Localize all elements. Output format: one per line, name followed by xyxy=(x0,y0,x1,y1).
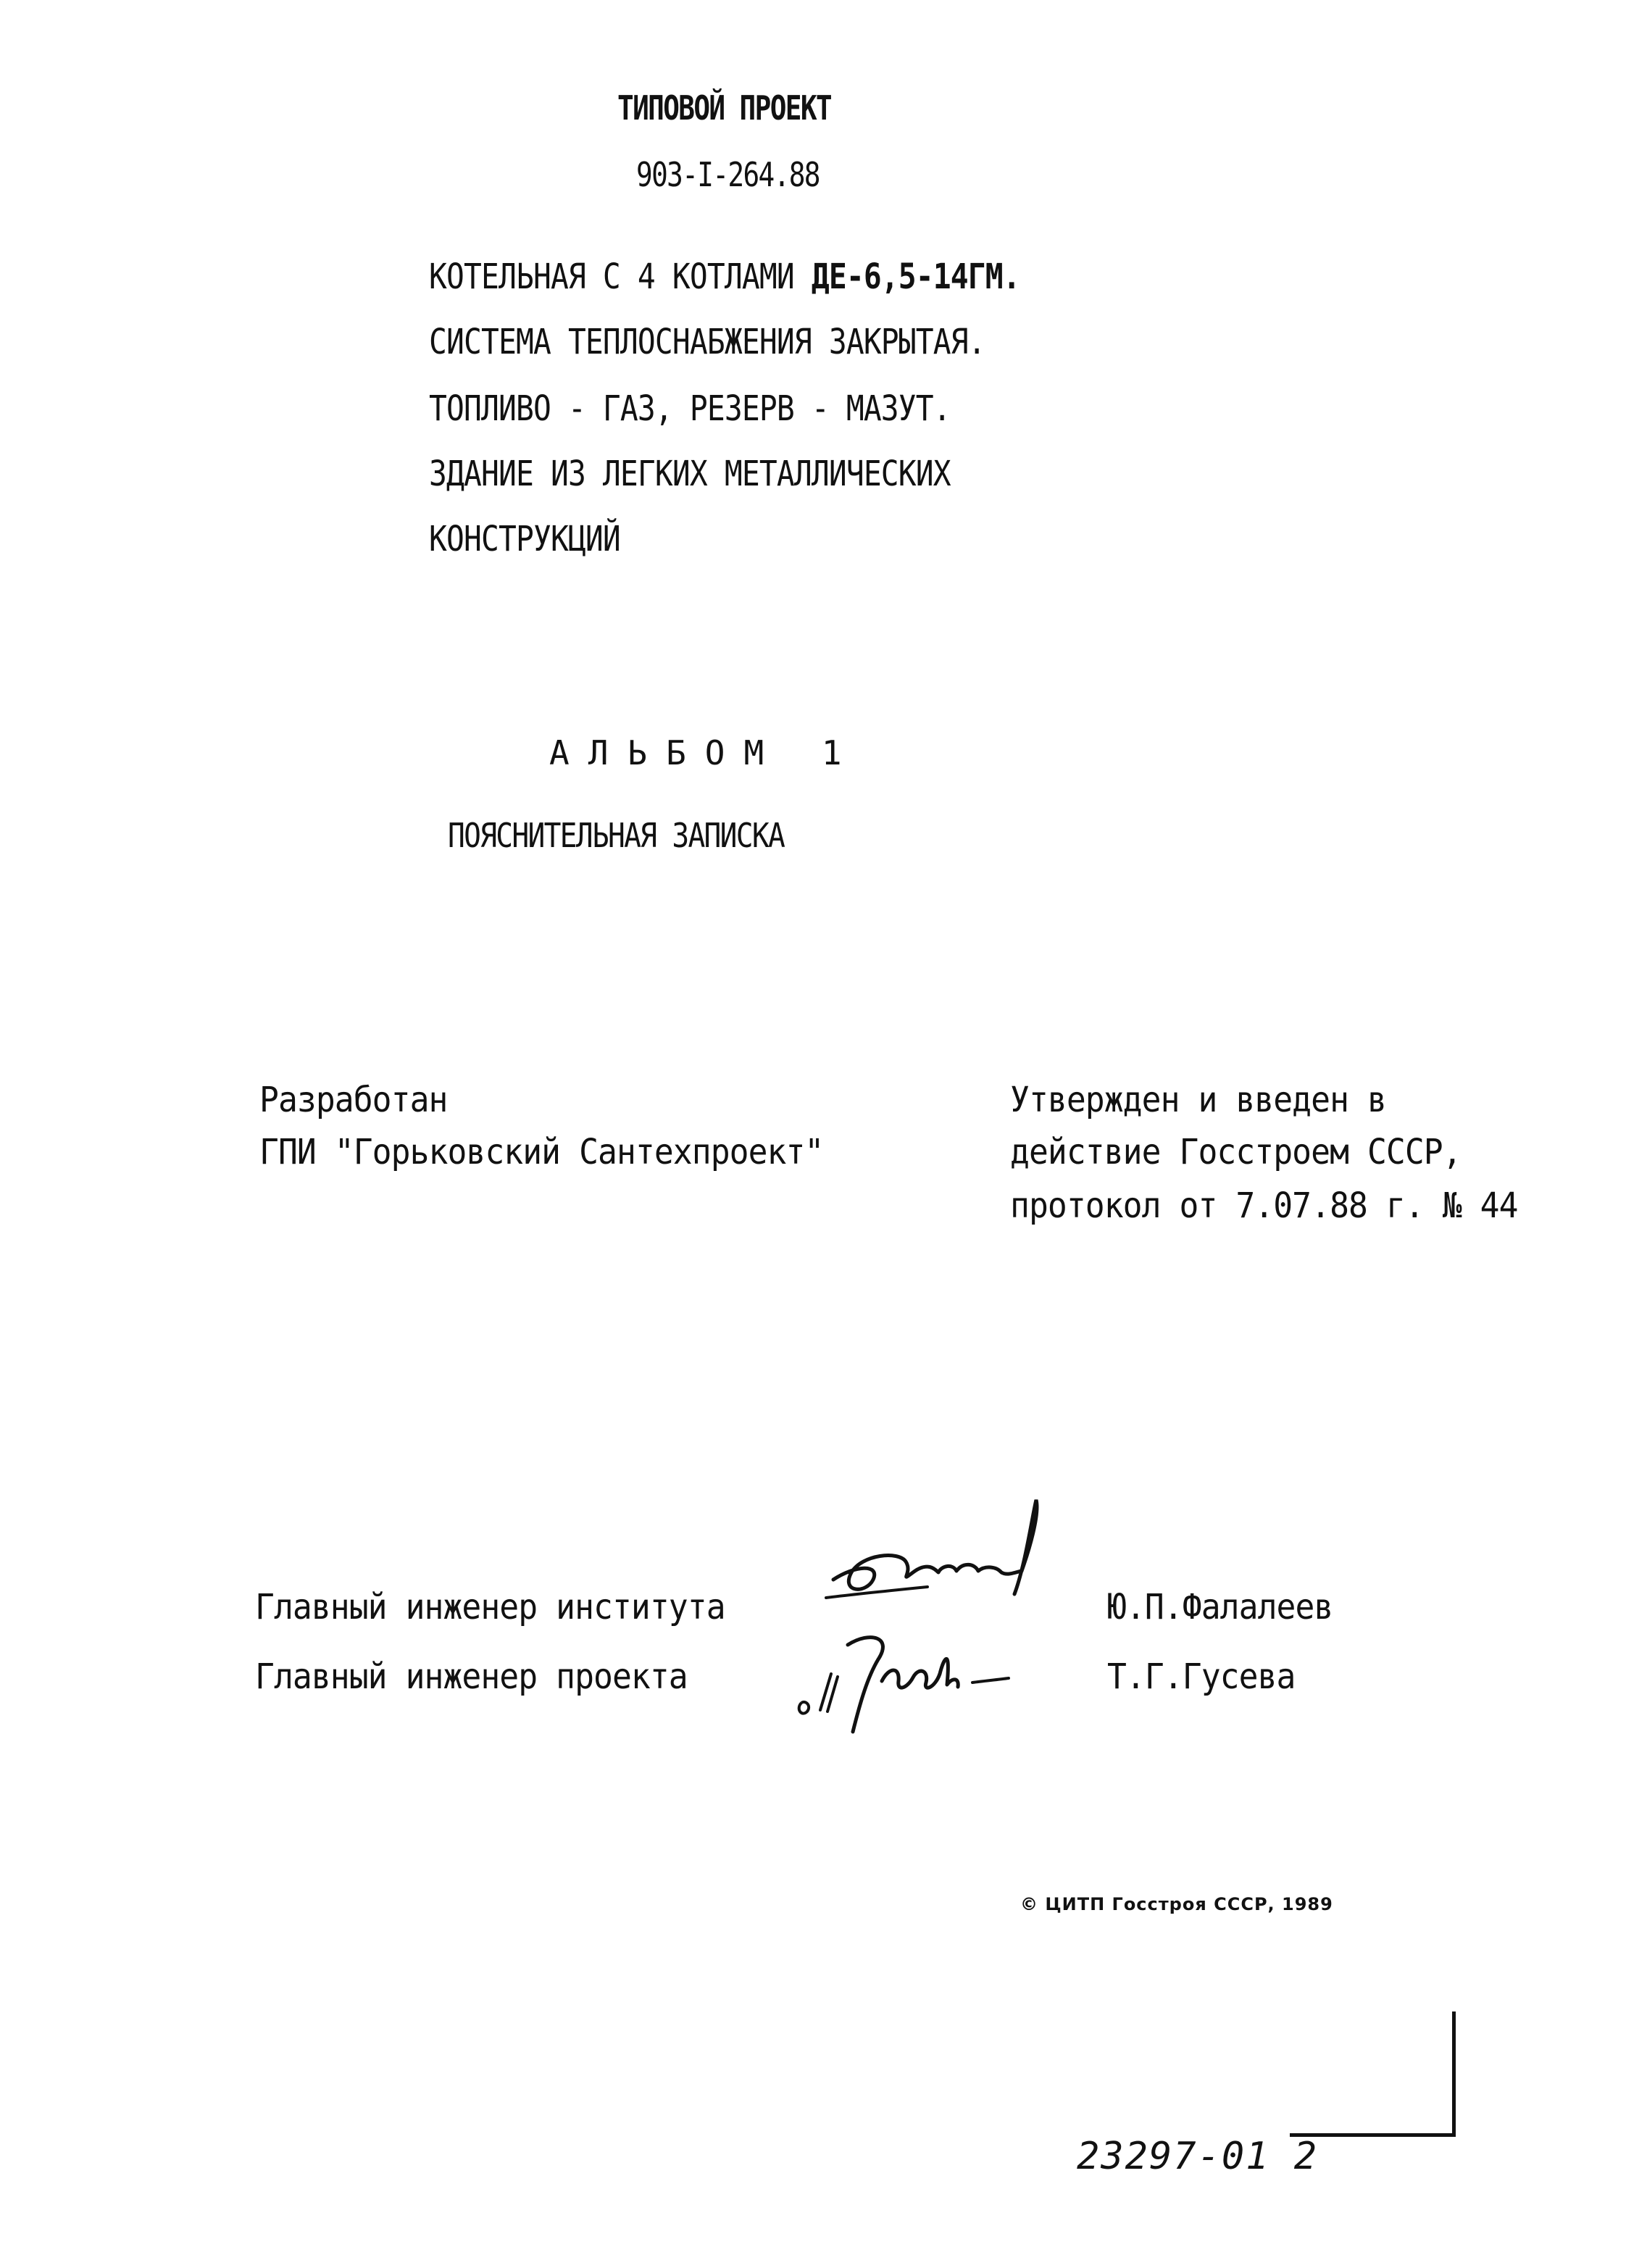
copyright: © ЦИТП Госстроя СССР, 1989 xyxy=(1020,1894,1333,1914)
approved-line-1: Утвержден и введен в xyxy=(1010,1080,1386,1120)
approved-line-3: протокол от 7.07.88 г. № 44 xyxy=(1010,1185,1518,1226)
album-label: АЛЬБОМ 1 xyxy=(549,733,861,772)
project-number: 903-I-264.88 xyxy=(636,155,820,194)
signature-name-1: Ю.П.Фалалеев xyxy=(1107,1587,1333,1627)
title-line-2: СИСТЕМА ТЕПЛОСНАБЖЕНИЯ ЗАКРЫТАЯ. xyxy=(429,322,985,362)
corner-bracket xyxy=(1290,2011,1456,2137)
signature-role-2: Главный инженер проекта xyxy=(255,1656,688,1697)
title-line-1-prefix: КОТЕЛЬНАЯ С 4 КОТЛАМИ xyxy=(429,257,812,297)
developed-label: Разработан xyxy=(259,1080,448,1120)
boiler-model: ДЕ-6,5-14ГМ. xyxy=(811,257,1020,297)
signature-2-image xyxy=(791,1616,1023,1739)
signature-name-2: Т.Г.Гусева xyxy=(1107,1656,1296,1697)
title-line-5: КОНСТРУКЦИЙ xyxy=(429,519,620,559)
album-subtitle: ПОЯСНИТЕЛЬНАЯ ЗАПИСКА xyxy=(448,816,785,855)
title-line-3: ТОПЛИВО - ГАЗ, РЕЗЕРВ - МАЗУТ. xyxy=(429,388,951,429)
title-line-1 xyxy=(429,257,1020,297)
title-line-4: ЗДАНИЕ ИЗ ЛЕГКИХ МЕТАЛЛИЧЕСКИХ xyxy=(429,454,951,494)
document-number: 23297-01 2 xyxy=(1077,2135,1319,2178)
signature-role-1: Главный инженер института xyxy=(255,1587,725,1627)
project-type: ТИПОВОЙ ПРОЕКТ xyxy=(617,88,831,128)
approved-line-2: действие Госстроем СССР, xyxy=(1010,1132,1462,1172)
developed-organization: ГПИ "Горьковский Сантехпроект" xyxy=(259,1132,824,1172)
signature-1-image xyxy=(812,1485,1051,1630)
